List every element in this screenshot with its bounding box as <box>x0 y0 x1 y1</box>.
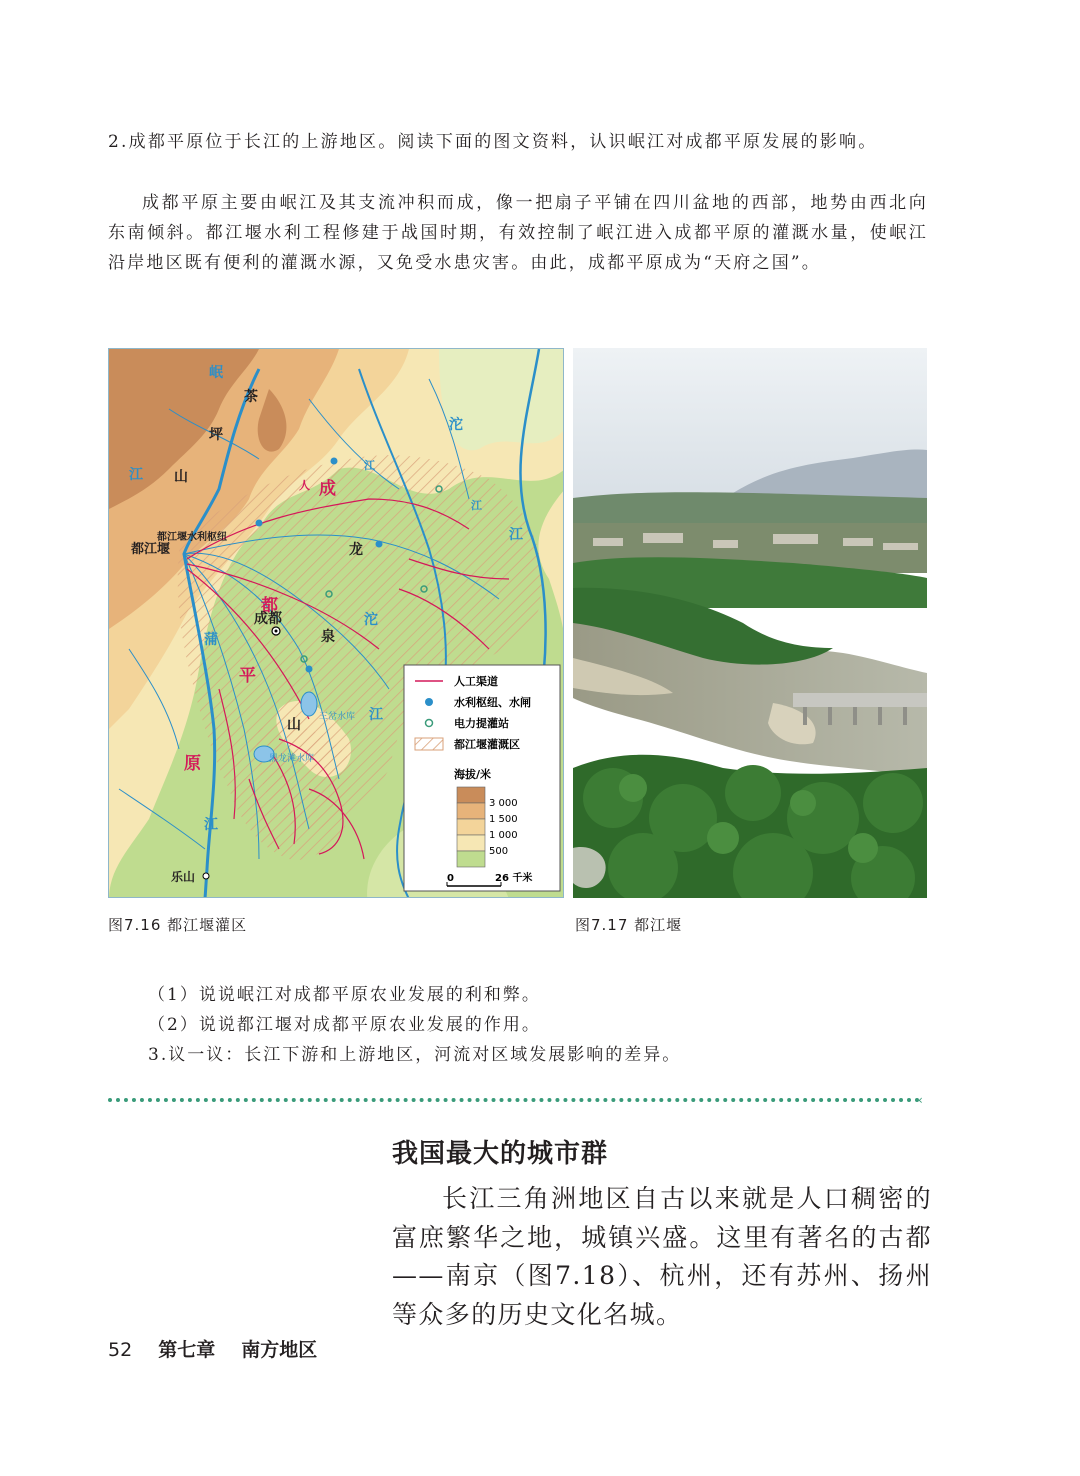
label-yuan: 原 <box>184 754 201 774</box>
city-leshan: 乐山 <box>171 870 196 884</box>
city-chengdu: 成都 <box>254 611 282 627</box>
legend-level-1500: 1 500 <box>489 814 518 825</box>
legend-elevation-title: 海拔/米 <box>454 768 492 781</box>
label-shan: 山 <box>174 469 188 485</box>
label-cha: 茶 <box>244 389 258 405</box>
divider-arrow-icon: ‹ <box>918 1093 923 1107</box>
label-jiang3: 江 <box>509 527 523 543</box>
page-footer <box>108 1335 317 1362</box>
map-legend <box>404 665 560 891</box>
legend-canal: 人工渠道 <box>454 675 498 688</box>
reservoir-sancha: 三岔水库 <box>319 712 356 722</box>
label-jiang: 江 <box>129 467 143 483</box>
label-ping: 坪 <box>209 427 223 443</box>
scale-end: 26 千米 <box>495 873 533 884</box>
question-2-text: 2.成都平原位于长江的上游地区。阅读下面的图文资料，认识岷江对成都平原发展的影响。 <box>108 132 878 152</box>
label-tuo2: 沱 <box>449 417 463 433</box>
label-quan: 泉 <box>321 629 335 645</box>
label-jiang4: 江 <box>204 817 218 833</box>
label-mang: 蒲 <box>204 632 218 648</box>
label-jiang6: 江 <box>471 499 482 512</box>
label-jiang5: 江 <box>364 459 375 472</box>
section-body: 长江三角洲地区自古以来就是人口稠密的富庶繁华之地，城镇兴盛。这里有著名的古都——南京（图7.18）、杭州，还有苏州、扬州等众多的历史文化名城。 <box>392 1184 932 1329</box>
question-2-sub: （2）说说都江堰对成都平原农业发展的作用。 <box>148 1015 541 1035</box>
legend-level-1000: 1 000 <box>489 830 518 841</box>
legend-pump: 电力提灌站 <box>454 717 509 730</box>
intro-passage: 成都平原主要由岷江及其支流冲积而成，像一把扇子平铺在四川盆地的西部，地势由西北向东南倾斜。都江堰水利工程修建于战国时期，有效控制了岷江进入成都平原的灌溉水量，使岷江沿岸地区既有便利的灌溉水源，又免受水患灾害。由此，成都平原成为“天府之国”。 <box>108 193 928 273</box>
legend-level-500: 500 <box>489 846 509 857</box>
region-label: 南方地区 <box>241 1339 318 1361</box>
dujiangyan-irrigation-map <box>108 348 564 898</box>
reservoir-heilongtan: 黑龙滩水库 <box>269 754 315 764</box>
legend-irrigation: 都江堰灌溉区 <box>454 738 520 751</box>
dujiangyan-photo <box>573 348 927 898</box>
label-tuo: 沱 <box>364 612 378 628</box>
label-cheng: 成 <box>319 479 336 499</box>
label-long: 龙 <box>349 542 363 558</box>
photo-caption: 图7.17 都江堰 <box>575 916 683 934</box>
map-caption: 图7.16 都江堰灌区 <box>108 916 248 934</box>
label-ren: 人 <box>299 479 310 492</box>
city-dujiangyan-hub: 都江堰水利枢纽 <box>157 532 227 543</box>
legend-level-3000: 3 000 <box>489 798 518 809</box>
section-divider <box>108 1098 920 1102</box>
section-title: 我国最大的城市群 <box>392 1139 609 1169</box>
question-3: 3.议一议：长江下游和上游地区，河流对区域发展影响的差异。 <box>148 1045 682 1065</box>
chapter-label: 第七章 <box>158 1339 216 1361</box>
label-shan2: 山 <box>287 717 301 733</box>
label-min: 岷 <box>209 365 223 381</box>
page-number: 52 <box>108 1339 133 1361</box>
legend-hub: 水利枢纽、水闸 <box>454 696 531 709</box>
city-dujiangyan: 都江堰 <box>131 542 171 557</box>
label-jiang2: 江 <box>369 707 383 723</box>
label-ping2: 平 <box>239 666 256 686</box>
question-1: （1）说说岷江对成都平原农业发展的利和弊。 <box>148 985 541 1005</box>
label-du: 都 <box>261 596 278 616</box>
scale-zero: 0 <box>447 873 454 884</box>
